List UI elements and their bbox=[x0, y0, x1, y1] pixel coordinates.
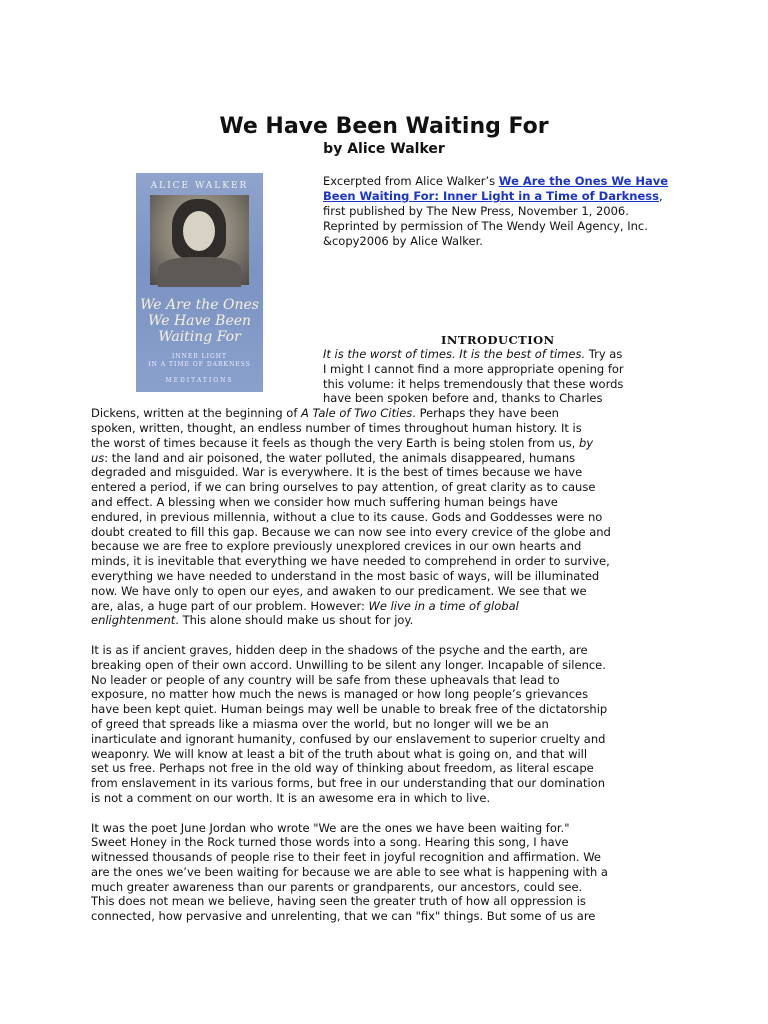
text-line: much greater awareness than our parents or grandparents, our ancestors, could see. bbox=[91, 879, 583, 894]
text-line: set us free. Perhaps not free in the old way of thinking about freedom, as literal escape bbox=[91, 761, 594, 776]
text-line: exposure, no matter how much the news is managed or how long people’s grievances bbox=[91, 687, 589, 702]
text-line: of greed that spreads like a miasma over the world, but no longer will we be an bbox=[91, 716, 549, 731]
book-link[interactable]: We Are the Ones We Have Been Waiting For: Inner Light in a Time of Darkness bbox=[323, 174, 669, 203]
text-line: this volume: it helps tremendously that these words bbox=[323, 376, 624, 391]
text-line: the worst of times because it feels as though the very Earth is being stolen from us, by bbox=[91, 435, 594, 450]
text-line: enlightenment. This alone should make us shout for joy. bbox=[91, 613, 414, 628]
article-body bbox=[91, 347, 679, 924]
text-line: doubt created to fill this gap. Because we can now see into every crevice of the globe and bbox=[91, 524, 611, 539]
text-line: This does not mean we believe, having seen the greater truth of how all oppression is bbox=[91, 894, 586, 909]
paragraph-2 bbox=[91, 643, 679, 806]
text-line: endured, in previous millennia, without a clue to its cause. Gods and Goddesses were no bbox=[91, 509, 603, 524]
cover-footer: MEDITATIONS bbox=[165, 377, 234, 384]
cover-title: We Are the Ones We Have Been Waiting For bbox=[140, 297, 259, 345]
text-line: It is the worst of times. It is the best of times. Try as bbox=[323, 347, 623, 361]
text-line: have been kept quiet. Human beings may well be unable to break free of the dictatorship bbox=[91, 702, 608, 717]
text-line: are, alas, a huge part of our problem. However: We live in a time of global bbox=[91, 598, 519, 613]
text-line: No leader or people of any country will be safe from these upheavals that lead to bbox=[91, 672, 560, 687]
author-photo bbox=[150, 195, 249, 285]
text-line: have been spoken before and, thanks to Charles bbox=[323, 391, 603, 406]
text-line: because we are free to explore previously unexplored crevices in our own hearts and bbox=[91, 539, 582, 554]
text-line: and effect. A blessing when we consider how much suffering human beings have bbox=[91, 494, 558, 509]
cover-author: ALICE WALKER bbox=[150, 181, 249, 191]
byline: by Alice Walker bbox=[323, 141, 445, 157]
text-line: everything we have needed to understand in the most basic of ways, will be illuminated bbox=[91, 568, 600, 583]
section-heading: INTRODUCTION bbox=[441, 333, 555, 347]
text-line: Dickens, written at the beginning of A Tale of Two Cities. Perhaps they have been bbox=[91, 406, 559, 421]
text-line: entered a period, if we can bring ourselves to pay attention, of great clarity as to cause bbox=[91, 480, 596, 495]
text-line: Sweet Honey in the Rock turned those words into a song. Hearing this song, I have bbox=[91, 835, 569, 850]
text-line: I might I cannot find a more appropriate opening for bbox=[323, 361, 624, 376]
text-line: now. We have only to open our eyes, and awaken to our predicament. We see that we bbox=[91, 583, 587, 598]
cover-subtitle: INNER LIGHT IN A TIME OF DARKNESS bbox=[148, 353, 251, 368]
text-line: is not a comment on our worth. It is an awesome era in which to live. bbox=[91, 790, 491, 805]
paragraph-3 bbox=[91, 821, 679, 925]
text-line: are the ones we’ve been waiting for because we are able to see what is happening with a bbox=[91, 864, 608, 879]
paragraph-1 bbox=[91, 347, 679, 628]
text-line: It was the poet June Jordan who wrote "We are the ones we have been waiting for." bbox=[91, 820, 570, 835]
page-title: We Have Been Waiting For bbox=[219, 114, 549, 139]
excerpt-note: Excerpted from Alice Walker’s We Are the Ones We Have Been Waiting For: Inner Light in a Time of Darkness, first published by The New Press, November 1, 2006. Reprinted by permission of The Wendy Weil Agency, Inc. &copy2006 by Alice Walker. bbox=[323, 174, 669, 248]
text-line: degraded and misguided. War is everywhere. It is the best of times because we have bbox=[91, 465, 583, 480]
text-line: from enslavement in its various forms, but free in our understanding that our domination bbox=[91, 776, 605, 791]
text-line: witnessed thousands of people rise to their feet in joyful recognition and affirmation. We bbox=[91, 850, 602, 865]
text-line: It is as if ancient graves, hidden deep in the shadows of the psyche and the earth, are bbox=[91, 642, 588, 657]
text-line: weaponry. We will know at least a bit of the truth about what is going on, and that will bbox=[91, 746, 588, 761]
text-line: breaking open of their own accord. Unwilling to be silent any longer. Incapable of silence. bbox=[91, 657, 606, 672]
text-line: us: the land and air poisoned, the water polluted, the animals disappeared, humans bbox=[91, 450, 576, 465]
text-line: connected, how pervasive and unrelenting, that we can "fix" things. But some of us are bbox=[91, 909, 596, 924]
text-line: inarticulate and ignorant humanity, confused by our enslavement to superior cruelty and bbox=[91, 731, 606, 746]
text-line: minds, it is inevitable that everything we have needed to comprehend in order to survive, bbox=[91, 554, 610, 569]
text-line: spoken, written, thought, an endless number of times throughout human history. It is bbox=[91, 420, 582, 435]
